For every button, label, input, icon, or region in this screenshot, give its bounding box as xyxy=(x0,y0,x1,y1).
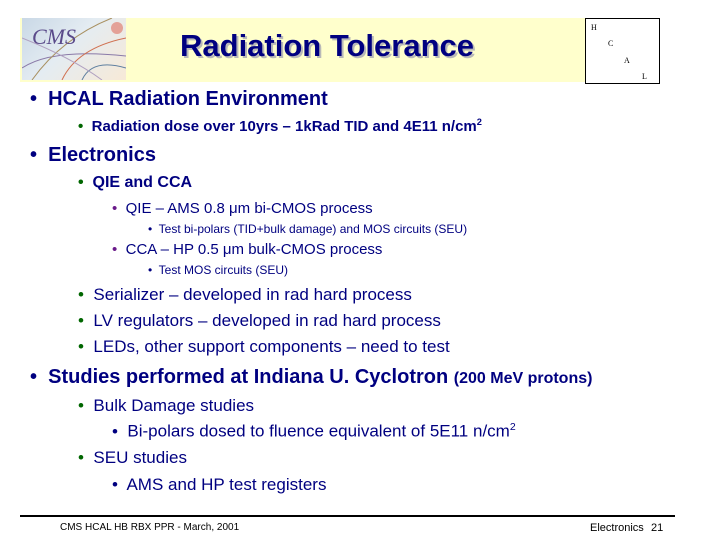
bullet-test-mos xyxy=(148,263,288,277)
bullet-dot: • xyxy=(30,144,38,166)
bullet-text: Serializer – developed in rad hard process xyxy=(93,285,412,304)
bullet-hcal-environment xyxy=(30,88,328,111)
bullet-seu-studies xyxy=(78,448,187,468)
bullet-dot: • xyxy=(78,118,84,135)
mu-symbol: μ xyxy=(222,241,232,258)
bullet-cca-hp xyxy=(112,241,382,258)
bullet-dot: • xyxy=(112,241,118,258)
slide-title: Radiation Tolerance xyxy=(180,28,474,63)
bullet-text: HCAL Radiation Environment xyxy=(48,88,328,110)
bullet-text: Bulk Damage studies xyxy=(93,396,255,415)
bullet-dot: • xyxy=(112,200,118,217)
hcal-corner-box xyxy=(585,18,660,84)
bullet-paren: (200 MeV protons) xyxy=(453,370,593,387)
bullet-dot: • xyxy=(148,222,153,236)
bullet-dot: • xyxy=(112,421,118,441)
bullet-text: Radiation dose over 10yrs – 1kRad TID and 4E11 n/cm xyxy=(91,118,477,135)
bullet-dot: • xyxy=(30,366,38,388)
corner-letter-h: H xyxy=(591,23,597,32)
bullet-dot: • xyxy=(78,337,84,356)
bullet-text-post: m bulk-CMOS process xyxy=(231,241,383,258)
bullet-dot: • xyxy=(78,311,84,330)
bullet-serializer xyxy=(78,285,412,305)
bullet-bipolars-dosed xyxy=(112,421,516,442)
footer-presentation-info: CMS HCAL HB RBX PPR - March, 2001 xyxy=(60,522,240,533)
bullet-dot: • xyxy=(112,475,118,494)
superscript: 2 xyxy=(476,117,482,127)
bullet-text: Studies performed at Indiana U. Cyclotron xyxy=(48,366,449,388)
cms-logo xyxy=(22,18,126,80)
bullet-text-pre: CCA – HP 0.5 xyxy=(125,241,223,258)
bullet-text-pre: QIE – AMS 0.8 xyxy=(125,200,229,217)
bullet-text-post: m bi-CMOS process xyxy=(237,200,373,217)
bullet-text: SEU studies xyxy=(93,448,187,467)
cms-logo-text: CMS xyxy=(32,24,76,49)
bullet-dot: • xyxy=(148,263,153,277)
footer-page-number: 21 xyxy=(651,522,664,534)
footer-divider xyxy=(20,515,675,517)
bullet-ams-hp-registers xyxy=(112,475,326,495)
bullet-text: Electronics xyxy=(48,144,156,166)
corner-letter-l: L xyxy=(642,72,647,81)
bullet-text: LV regulators – developed in rad hard process xyxy=(93,311,441,330)
bullet-leds xyxy=(78,337,450,357)
superscript: 2 xyxy=(509,421,516,433)
footer-section: Electronics xyxy=(590,522,644,534)
bullet-dot: • xyxy=(78,396,84,415)
bullet-text: Test MOS circuits (SEU) xyxy=(158,263,289,277)
bullet-test-bipolars xyxy=(148,222,467,236)
bullet-text: AMS and HP test registers xyxy=(126,475,327,494)
corner-letter-c: C xyxy=(608,39,614,48)
bullet-text: Test bi-polars (TID+bulk damage) and MOS circuits (SEU) xyxy=(158,222,468,236)
corner-letter-a: A xyxy=(624,56,630,65)
bullet-dot: • xyxy=(78,174,84,191)
bullet-radiation-dose xyxy=(78,117,482,135)
bullet-text: Bi-polars dosed to fluence equivalent of 5E11 n/cm xyxy=(127,421,510,441)
bullet-dot: • xyxy=(30,88,38,110)
mu-symbol: μ xyxy=(229,200,238,217)
bullet-dot: • xyxy=(78,448,84,467)
bullet-electronics xyxy=(30,144,156,167)
bullet-dot: • xyxy=(78,285,84,304)
bullet-text: LEDs, other support components – need to test xyxy=(93,337,450,356)
bullet-qie-cca xyxy=(78,174,192,192)
bullet-qie-ams xyxy=(112,200,373,217)
bullet-text: QIE and CCA xyxy=(92,174,193,191)
bullet-bulk-damage xyxy=(78,396,254,416)
bullet-lv-regulators xyxy=(78,311,441,331)
bullet-studies-indiana xyxy=(30,366,592,389)
